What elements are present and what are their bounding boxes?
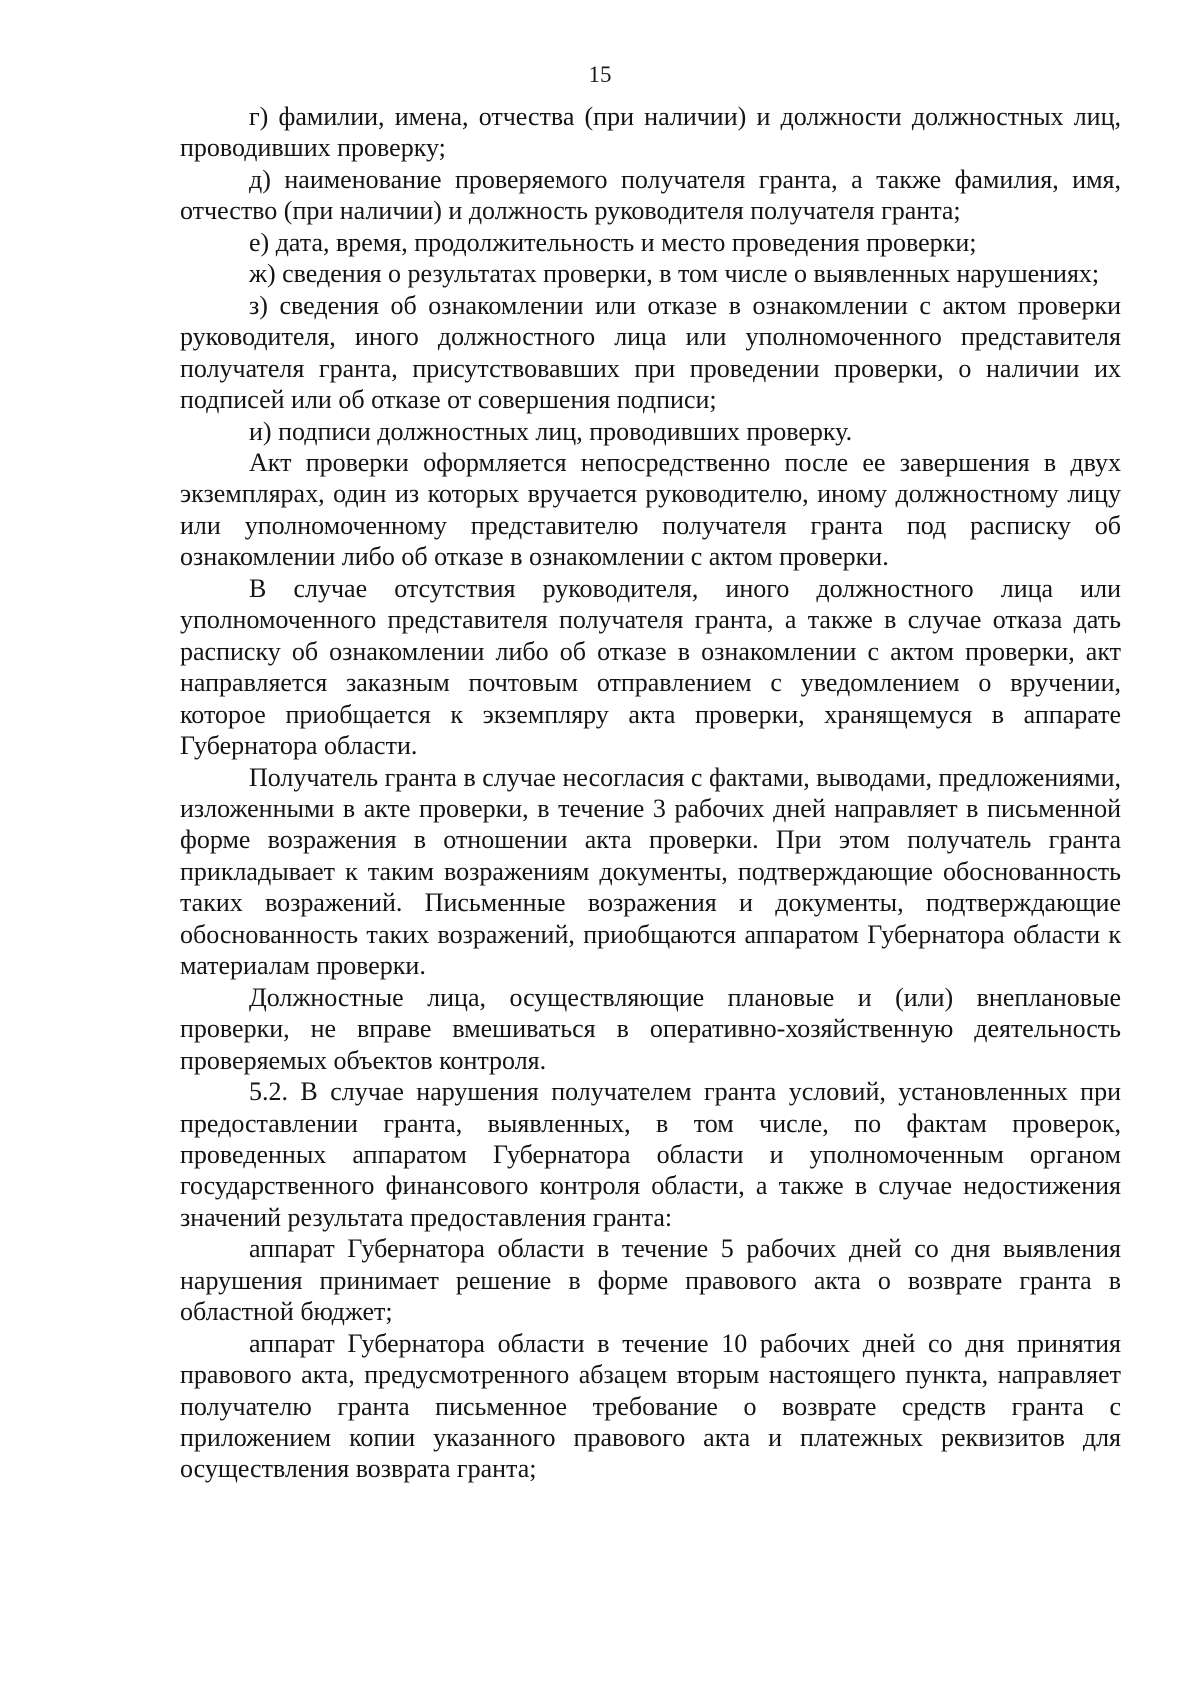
- paragraph-officials-restriction: Должностные лица, осуществляющие плановые и (или) внеплановые проверки, не вправе вмешиваться в оперативно-хозяйственную деятельность проверяемых объектов контроля.: [180, 982, 1121, 1075]
- page-number: 15: [588, 62, 612, 87]
- paragraph-return-demand: аппарат Губернатора области в течение 10 рабочих дней со дня принятия правового акта, предусмотренного абзацем вторым настоящего пункта, направляет получателю гранта письменное требование о возврате средств гранта с приложением копии указанного правового акта и платежных реквизитов для осуществления возврата гранта;: [180, 1328, 1121, 1484]
- paragraph-return-decision: аппарат Губернатора области в течение 5 рабочих дней со дня выявления нарушения принимает решение в форме правового акта о возврате гранта в областной бюджет;: [180, 1234, 1121, 1327]
- paragraph-section-5-2: 5.2. В случае нарушения получателем гранта условий, установленных при предоставлении гранта, выявленных, в том числе, по фактам проверок, проведенных аппаратом Губернатора области и уполномоченным органом государственного финансового контроля области, а также в случае недостижения значений результата предоставления гранта:: [180, 1077, 1121, 1232]
- paragraph-item-g: г) фамилии, имена, отчества (при наличии) и должности должностных лиц, проводивших проверку;: [180, 102, 1121, 163]
- paragraph-act-preparation: Акт проверки оформляется непосредственно после ее завершения в двух экземплярах, один из которых вручается руководителю, иному должностному лицу или уполномоченному представителю получателя гранта под расписку об ознакомлении либо об отказе в ознакомлении с актом проверки.: [180, 447, 1121, 572]
- document-body: [180, 101, 1121, 1485]
- paragraph-objections: Получатель гранта в случае несогласия с фактами, выводами, предложениями, изложенными в акте проверки, в течение 3 рабочих дней направляет в письменной форме возражения в отношении акта проверки. При этом получатель гранта прикладывает к таким возражениям документы, подтверждающие обоснованность таких возражений. Письменные возражения и документы, подтверждающие обоснованность таких возражений, приобщаются аппаратом Губернатора области к материалам проверки.: [180, 762, 1121, 981]
- paragraph-item-zh: ж) сведения о результатах проверки, в том числе о выявленных нарушениях;: [249, 259, 1100, 289]
- paragraph-item-z: з) сведения об ознакомлении или отказе в ознакомлении с актом проверки руководителя, иного должностного лица или уполномоченного представителя получателя гранта, присутствовавших при проведении проверки, о наличии их подписей или об отказе от совершения подписи;: [180, 290, 1121, 415]
- paragraph-item-d: д) наименование проверяемого получателя гранта, а также фамилия, имя, отчество (при наличии) и должность руководителя получателя гранта;: [180, 164, 1121, 226]
- paragraph-item-i: и) подписи должностных лиц, проводивших проверку.: [249, 416, 853, 446]
- paragraph-item-e: е) дата, время, продолжительность и место проведения проверки;: [249, 227, 977, 257]
- paragraph-absence-case: В случае отсутствия руководителя, иного должностного лица или уполномоченного представителя получателя гранта, а также в случае отказа дать расписку об ознакомлении либо об отказе в ознакомлении с актом проверки, акт направляется заказным почтовым отправлением с уведомлением о вручении, которое приобщается к экземпляру акта проверки, хранящемуся в аппарате Губернатора области.: [180, 573, 1121, 761]
